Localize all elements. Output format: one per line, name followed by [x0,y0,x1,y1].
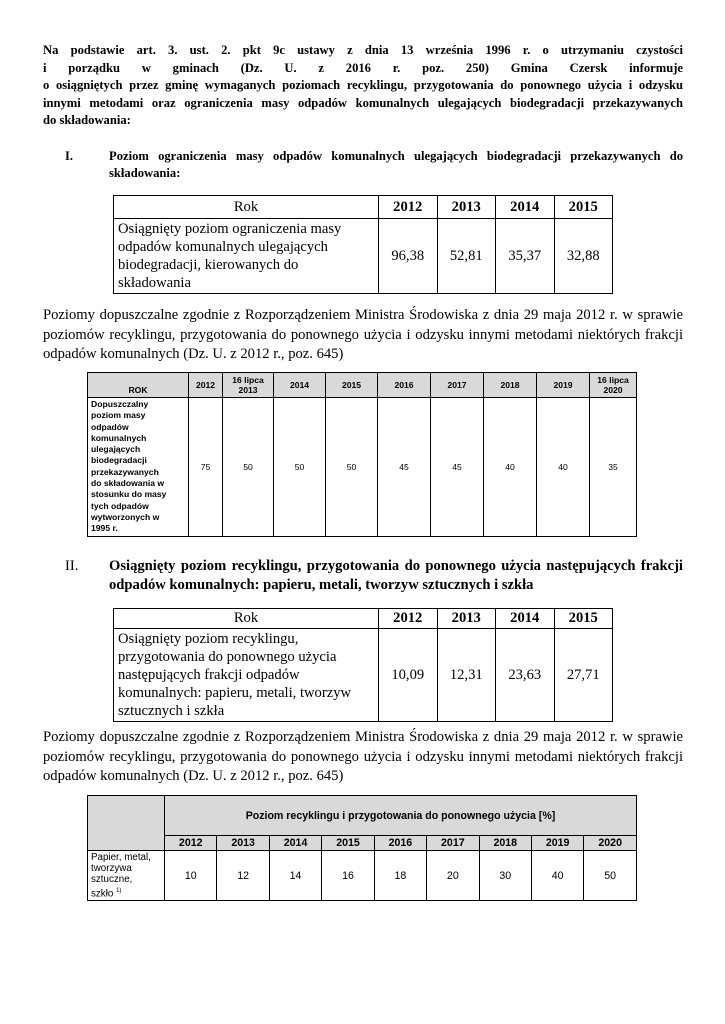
value-cell: 23,63 [496,629,555,722]
value-cell: 35 [590,398,637,537]
value-cell: 35,37 [496,219,555,294]
table-header-row [88,373,637,398]
table-row [114,219,613,294]
table-row [88,398,637,537]
regulation-paragraph [43,728,683,787]
row-label-text: szkło [91,887,114,899]
header-label: Rok [114,609,379,629]
row-label-line: komunalnych [91,432,147,443]
value-cell: 50 [326,398,378,537]
table-header-row [114,609,613,629]
value-cell: 18 [374,851,426,901]
year-text: 16 lipca [597,375,629,385]
year-cell: 2015 [554,609,613,629]
row-label-line: ulegających [91,444,141,455]
year-text: 2019 [553,380,573,390]
row-label-line: wytworzonych w [91,511,160,522]
row-label-line: tych odpadów [91,500,149,511]
header-label: ROK [88,373,189,398]
row-label-line: biodegradacji, kierowanych do [118,257,299,273]
year-cell [590,373,637,398]
row-label [114,629,379,722]
value-cell: 45 [431,398,484,537]
value-cell: 45 [378,398,431,537]
year-text: 2016 [394,380,414,390]
row-label-line: do składowania w [91,478,165,489]
value-cell: 40 [537,398,590,537]
year-text: 2014 [289,380,310,390]
table-header-row [114,196,613,219]
header-label: Rok [114,196,379,219]
value-cell: 75 [189,398,223,537]
value-cell: 40 [531,851,583,901]
table-header-row [88,836,637,851]
intro-line: o osiągniętych przez gminę wymaganych poziomach recyklingu, przygotowania do ponownego użycia i odzysku [43,78,683,93]
intro-line: innymi metodami oraz ograniczenia masy odpadów komunalnych ulegających biodegradacji przekazywanych [43,95,683,110]
year-cell: 2015 [322,836,374,851]
row-label-line: tworzywa [91,863,132,875]
value-cell: 96,38 [379,219,438,294]
year-cell: 2019 [531,836,583,851]
section-title: Osiągnięty poziom recyklingu, przygotowania do ponownego użycia następujących frakcji odpadów komunalnych: papieru, metali, tworzyw sztucznych i szkła [109,558,683,593]
year-text: 2018 [500,380,520,390]
value-cell: 20 [427,851,479,901]
section-number: II. [65,558,79,574]
intro-paragraph [43,42,683,130]
table-title-row [88,796,637,836]
year-cell [537,373,590,398]
year-text: 2017 [447,380,467,390]
paragraph-line: Poziomy dopuszczalne zgodnie z Rozporządzeniem Ministra Środowiska z dnia 29 maja 2012 r. w sprawie [43,729,683,745]
regulation-paragraph [43,306,683,365]
value-cell: 12,31 [437,629,496,722]
row-label-line: składowania [118,275,191,291]
value-cell: 50 [584,851,637,901]
value-cell: 14 [269,851,321,901]
year-cell [223,373,274,398]
row-label-line: odpadów komunalnych ulegających [118,239,328,255]
value-cell: 30 [479,851,531,901]
year-cell: 2012 [379,609,438,629]
year-text: 2020 [603,385,623,395]
year-cell [484,373,537,398]
row-label-line: biodegradacji [91,455,147,466]
year-text: 2013 [238,385,258,395]
row-label-line: sztuczne, [91,874,133,886]
year-cell: 2013 [437,609,496,629]
corner-cell [88,796,165,851]
year-cell [274,373,326,398]
year-cell: 2016 [374,836,426,851]
row-label-line [91,886,161,899]
row-label-line: Papier, metal, [91,852,151,863]
paragraph-line: odpadów komunalnych (Dz. U. z 2012 r., poz. 645) [43,768,344,784]
paragraph-line: odpadów komunalnych (Dz. U. z 2012 r., poz. 645) [43,346,344,362]
footnote-marker: 1) [116,887,122,894]
table-recycling-limits [87,795,637,901]
section-number: I. [65,149,74,163]
value-cell: 50 [274,398,326,537]
row-label-line: następujących frakcji odpadów [118,667,300,683]
value-cell: 12 [217,851,269,901]
year-cell: 2014 [496,196,555,219]
value-cell: 40 [484,398,537,537]
intro-line: i porządku w gminach (Dz. U. z 2016 r. poz. 250) Gmina Czersk informuje [43,60,683,75]
table-biodegradable-limits [87,372,637,537]
year-cell: 2018 [479,836,531,851]
year-text: 16 lipca [232,375,264,385]
row-label-line: stosunku do masy [91,489,167,500]
table-title: Poziom recyklingu i przygotowania do ponownego użycia [%] [165,796,637,836]
year-cell [326,373,378,398]
year-cell: 2013 [217,836,269,851]
paragraph-line: Poziomy dopuszczalne zgodnie z Rozporządzeniem Ministra Środowiska z dnia 29 maja 2012 r. w sprawie [43,307,683,323]
row-label-line: poziom masy [91,410,146,421]
year-cell: 2020 [584,836,637,851]
row-label-line: sztucznych i szkła [118,703,225,719]
row-label [114,219,379,294]
row-label-line: przekazywanych [91,466,159,477]
value-cell: 50 [223,398,274,537]
table-row [114,629,613,722]
year-cell: 2012 [165,836,217,851]
year-text: 2015 [341,380,362,390]
value-cell: 10 [165,851,217,901]
table-recycling-achieved [113,608,613,722]
row-label-line: komunalnych: papieru, metali, tworzyw [118,685,352,701]
year-cell: 2015 [554,196,613,219]
row-label [88,851,165,901]
year-cell: 2017 [427,836,479,851]
value-cell: 32,88 [554,219,613,294]
intro-line: do składowania: [43,113,131,128]
row-label [88,398,189,537]
table-biodegradable-achieved [113,195,613,294]
row-label-line: przygotowania do ponownego użycia [118,649,337,665]
row-label-line: Osiągnięty poziom recyklingu, [118,631,299,647]
year-cell: 2013 [437,196,496,219]
value-cell: 16 [322,851,374,901]
year-cell: 2014 [269,836,321,851]
year-cell: 2014 [496,609,555,629]
paragraph-line: poziomów recyklingu, przygotowania do ponownego użycia i odzysku innymi metodami niektórych frakcji [43,748,683,765]
intro-line: Na podstawie art. 3. ust. 2. pkt 9c ustawy z dnia 13 września 1996 r. o utrzymaniu czystości [43,43,683,57]
year-text: 2012 [195,380,216,390]
row-label-line: odpadów [91,421,129,432]
paragraph-line: poziomów recyklingu, przygotowania do ponownego użycia i odzysku innymi metodami niektórych frakcji [43,326,683,343]
value-cell: 10,09 [379,629,438,722]
year-cell [189,373,223,398]
table-row [88,851,637,901]
year-cell [431,373,484,398]
row-label-line: 1995 r. [91,523,118,534]
year-cell [378,373,431,398]
value-cell: 52,81 [437,219,496,294]
value-cell: 27,71 [554,629,613,722]
year-cell: 2012 [379,196,438,219]
row-label-line: Dopuszczalny [91,399,149,409]
section-title: Poziom ograniczenia masy odpadów komunalnych ulegających biodegradacji przekazywanych do składowania: [109,149,683,180]
row-label-line: Osiągnięty poziom ograniczenia masy [118,221,342,237]
